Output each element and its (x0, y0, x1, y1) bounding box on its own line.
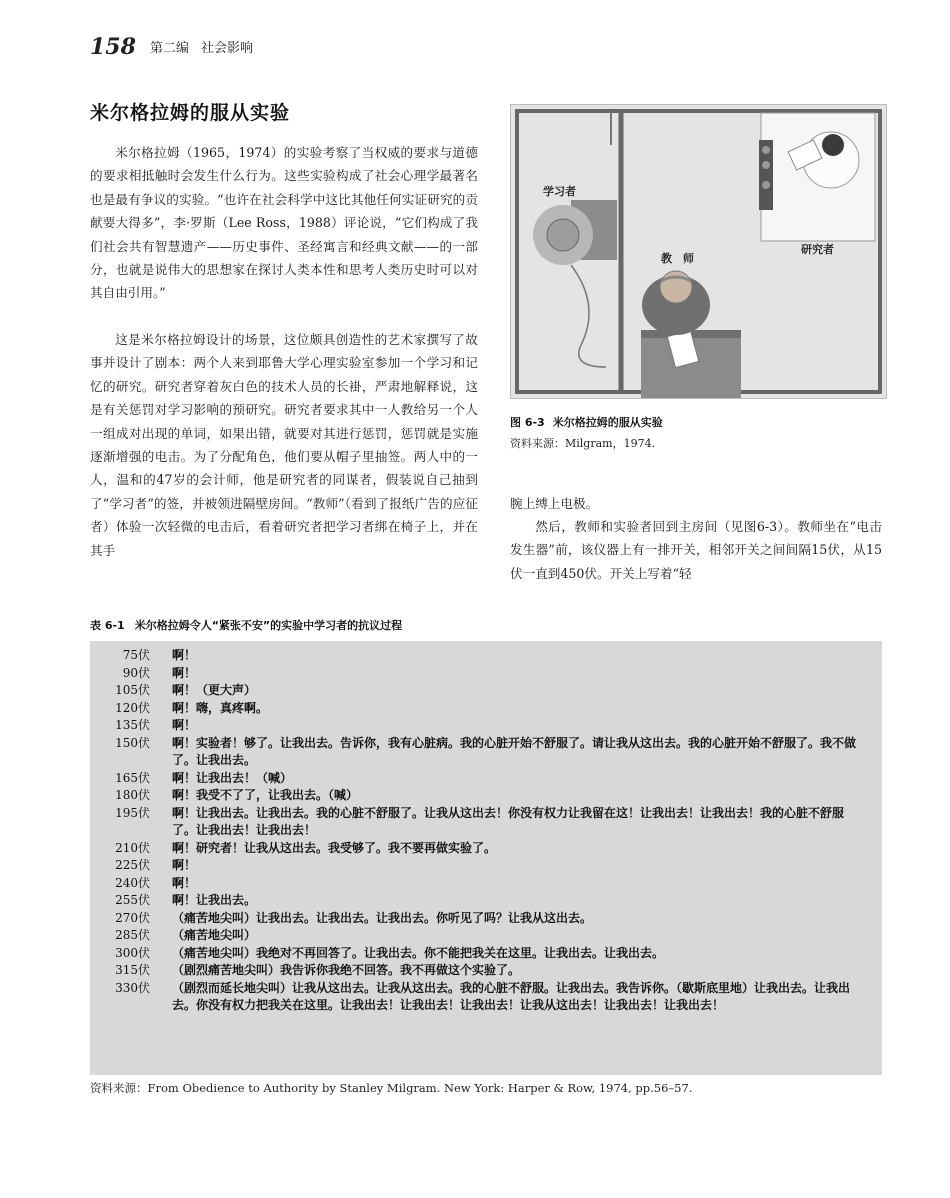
protest-cell: 啊！嗨，真疼啊。 (172, 700, 269, 715)
protest-cell: 啊！ (172, 718, 197, 732)
table-caption-text: 米尔格拉姆令人“紧张不安”的实验中学习者的抗议过程 (134, 619, 403, 632)
table-row (90, 980, 882, 1015)
table-row (90, 945, 882, 963)
figure-source: 资料来源：Milgram，1974. (510, 437, 656, 450)
protest-cell: 啊！ (172, 875, 197, 890)
table-caption (90, 617, 402, 633)
part-label: 第二编 (149, 41, 189, 56)
table-row (90, 700, 882, 718)
table-row (90, 682, 882, 700)
voltage-cell: 135伏 (115, 718, 150, 732)
section-title: 米尔格拉姆的服从实验 (90, 102, 291, 124)
voltage-cell: 210伏 (115, 840, 150, 855)
table-source: 资料来源：From Obedience to Authority by Stanley Milgram. New York: Harper & Row, 1974, pp.56–57. (90, 1081, 693, 1095)
table-row (90, 962, 882, 980)
protest-cell: 啊！ (172, 648, 197, 662)
voltage-cell: 300伏 (115, 945, 150, 960)
paragraph-2: 这是米尔格拉姆设计的场景，这位颇具创造性的艺术家撰写了故事并设计了剧本：两个人来到耶鲁大学心理实验室参加一个学习和记忆的研究。研究者穿着灰白色的技术人员的长褂，严肃地解释说，这是有关惩罚对学习影响的预研究。研究者要求其中一人教给另一个人一组成对出现的单词，如果出错，就要对其进行惩罚，惩罚就是实施逐渐增强的电击。为了分配角色，他们要从帽子里抽签。两人中的一人，温和的47岁的会计师，他是研究者的同谋者，假装说自己抽到了“学习者”的签，并被领进隔壁房间。“教师”（看到了报纸广告的应征者）体验一次轻微的电击后，看着研究者把学习者绑在椅子上，并在其手 (90, 332, 478, 558)
protest-cell: （痛苦地尖叫）让我出去。让我出去。让我出去。你听见了吗？让我从这出去。 (172, 910, 593, 925)
table-row (90, 892, 882, 910)
protest-cell: 啊！让我出去。 (172, 893, 257, 907)
running-head (90, 34, 253, 60)
protest-cell: 啊！让我出去。让我出去。我的心脏不舒服了。让我从这出去！你没有权力让我留在这！让我出去！让我出去！我的心脏不舒服了。让我出去！让我出去！ (172, 805, 845, 837)
voltage-cell: 195伏 (115, 805, 150, 820)
protest-cell: （剧烈痛苦地尖叫）我告诉你我绝不回答。我不再做这个实验了。 (172, 963, 521, 977)
paragraph-1: 米尔格拉姆（1965，1974）的实验考察了当权威的要求与道德的要求相抵触时会发生什么行为。这些实验构成了社会心理学最著名也是最有争议的实验。“也许在社会科学中这比其他任何实证研究的贡献要大得多”，李·罗斯（Lee Ross，1988）评论说，“它们构成了我们社会共有智慧遗产——历史事件、圣经寓言和经典文献——的一部分，也就是说伟大的思想家在探讨人类本性和思考人类历史时可以对其自由引用。” (90, 145, 478, 301)
protest-cell: 啊！我受不了了，让我出去。（喊） (172, 788, 359, 802)
voltage-cell: 90伏 (122, 665, 150, 680)
table-number: 表 6-1 (90, 619, 125, 632)
protest-cell: 啊！研究者！让我从这出去。我受够了。我不要再做实验了。 (172, 840, 497, 855)
researcher-label: 研究者 (801, 243, 834, 256)
experiment-illustration (510, 104, 887, 399)
voltage-cell: 150伏 (115, 735, 150, 750)
voltage-cell: 285伏 (115, 928, 150, 942)
figure-number: 图 6-3 (510, 416, 545, 429)
learner-label: 学习者 (543, 185, 576, 198)
paragraph-4: 然后，教师和实验者回到主房间（见图6-3）。教师坐在“电击发生器”前，该仪器上有一排开关，相邻开关之间间隔15伏，从15伏一直到450伏。开关上写着“轻 (510, 519, 882, 581)
protest-cell: 啊！实验者！够了。让我出去。告诉你，我有心脏病。我的心脏开始不舒服了。请让我从这出去。我的心脏开始不舒服了。我不做了。让我出去。 (172, 735, 857, 767)
table-row (90, 805, 882, 840)
table-row (90, 787, 882, 805)
table-row (90, 857, 882, 875)
voltage-cell: 120伏 (115, 700, 150, 715)
section-label: 社会影响 (200, 41, 253, 56)
voltage-cell: 315伏 (115, 963, 150, 977)
table-row (90, 735, 882, 770)
table-row (90, 665, 882, 683)
table-row (90, 840, 882, 858)
table-row (90, 647, 882, 665)
voltage-cell: 180伏 (115, 788, 150, 802)
figure-caption (510, 414, 663, 430)
page-number: 158 (90, 34, 136, 60)
protest-cell: （痛苦地尖叫） (172, 928, 257, 942)
table-row (90, 717, 882, 735)
protest-cell: （剧烈而延长地尖叫）让我从这出去。让我从这出去。我的心脏不舒服。让我出去。我告诉你。（歇斯底里地）让我出去。让我出去。你没有权力把我关在这里。让我出去！让我出去！让我出去！让我从这出去！让我出去！让我出去！ (172, 980, 851, 1012)
table-row (90, 875, 882, 893)
teacher-label: 教 师 (661, 252, 694, 265)
protest-cell: 啊！ (172, 858, 197, 872)
protest-cell: 啊！（更大声） (172, 683, 257, 697)
table-row (90, 770, 882, 788)
voltage-cell: 255伏 (115, 893, 150, 907)
protest-cell: 啊！ (172, 665, 197, 680)
voltage-cell: 240伏 (115, 875, 150, 890)
protest-cell: （痛苦地尖叫）我绝对不再回答了。让我出去。你不能把我关在这里。让我出去。让我出去。 (172, 945, 665, 960)
table-row (90, 910, 882, 928)
voltage-cell: 270伏 (115, 910, 150, 925)
protest-table (90, 641, 882, 1075)
table-row (90, 927, 882, 945)
figure-caption-text: 米尔格拉姆的服从实验 (552, 416, 663, 429)
protest-cell: 啊！让我出去！（喊） (172, 770, 293, 785)
voltage-cell: 105伏 (115, 683, 150, 697)
paragraph-3: 腕上缚上电极。 (510, 496, 599, 511)
voltage-cell: 75伏 (122, 648, 150, 662)
voltage-cell: 225伏 (115, 858, 150, 872)
voltage-cell: 165伏 (115, 770, 150, 785)
voltage-cell: 330伏 (115, 980, 150, 995)
